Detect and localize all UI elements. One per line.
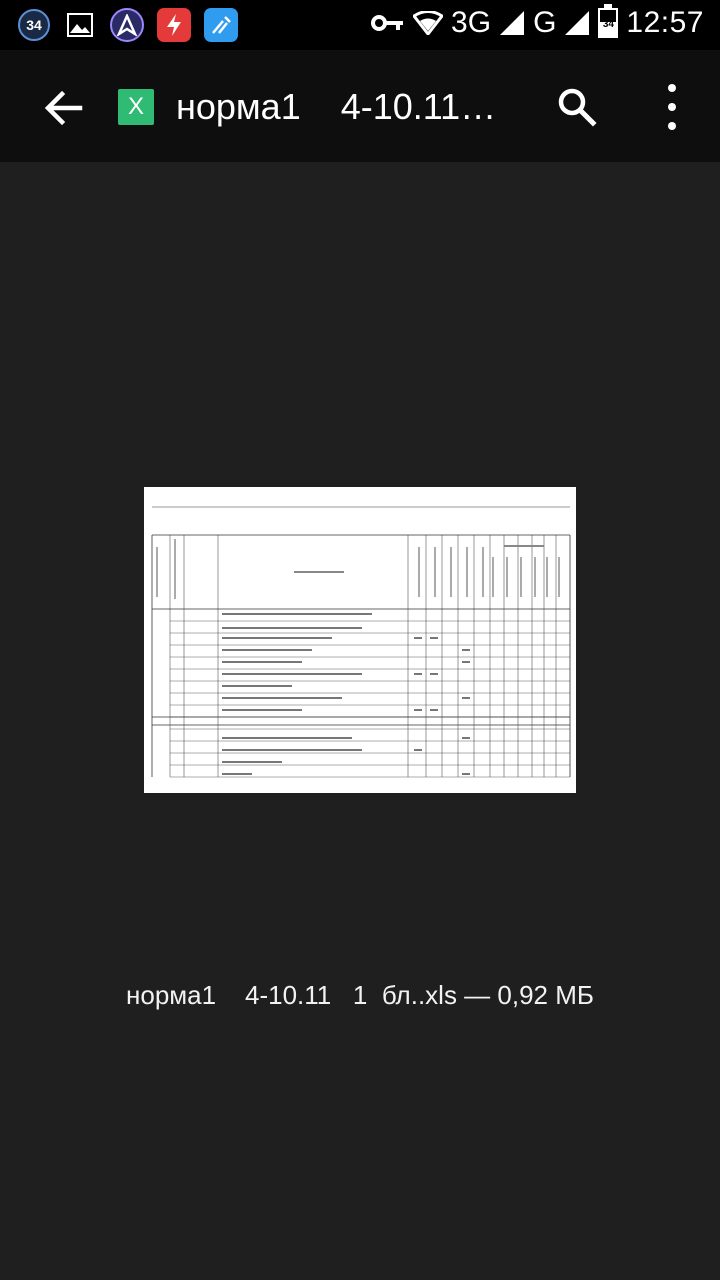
network-g-label: G [533, 6, 557, 39]
arrow-left-icon [40, 84, 88, 132]
document-preview[interactable] [144, 487, 576, 793]
battery-icon [598, 8, 618, 38]
file-caption: норма1 4-10.11 1 бл..xls — 0,92 МБ [126, 980, 594, 1010]
app-bar [0, 50, 720, 162]
wifi-icon [413, 11, 443, 35]
cleaner-app-icon [204, 8, 238, 42]
status-bar [0, 0, 720, 50]
notification-count-icon: 34 [18, 9, 50, 41]
back-button[interactable] [40, 84, 88, 132]
system-status [371, 6, 704, 40]
more-vert-icon [668, 84, 676, 92]
signal-3g-icon [499, 10, 525, 36]
vpn-key-icon [371, 13, 405, 33]
search-icon [556, 86, 598, 128]
navigation-app-icon [110, 8, 144, 42]
flash-app-icon [157, 8, 191, 42]
signal-g-icon [564, 10, 590, 36]
file-title: норма1 4-10.11… [176, 86, 497, 127]
notification-icons [18, 8, 238, 42]
more-options-button[interactable] [660, 84, 684, 130]
network-3g-label: 3G [451, 6, 492, 39]
battery-level: 34 [602, 19, 614, 30]
spreadsheet-thumbnail [144, 487, 576, 793]
gallery-icon [63, 8, 97, 42]
excel-file-icon: X [118, 89, 154, 125]
clock: 12:57 [626, 6, 704, 39]
search-button[interactable] [556, 86, 598, 128]
